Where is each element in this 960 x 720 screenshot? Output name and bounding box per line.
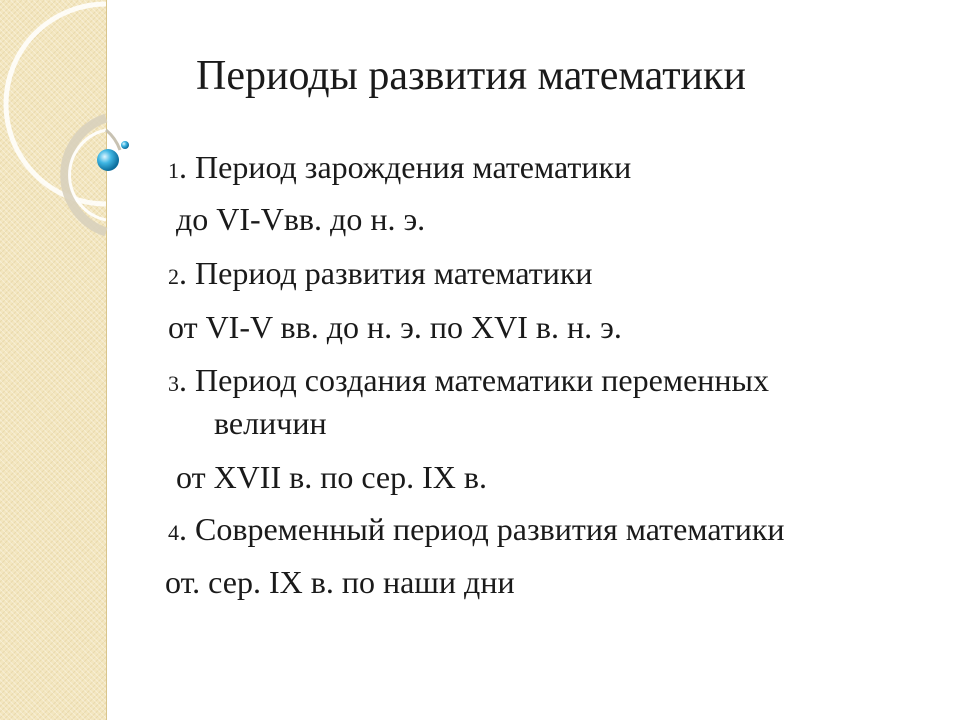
list-item-3-name: . Период создания математики переменных (179, 362, 770, 398)
decorative-rings (0, 0, 140, 320)
small-bead-icon (121, 141, 129, 149)
list-item-4-heading (168, 511, 784, 551)
list-item-2-number: 2 (168, 264, 179, 289)
list-item-2-period: от VI-V вв. до н. э. по XVI в. н. э. (168, 309, 622, 345)
list-item-3-heading (168, 362, 769, 402)
list-item-1-period: до VI-Vвв. до н. э. (176, 201, 426, 237)
list-item-3-number: 3 (168, 371, 179, 396)
list-item-2-name: . Период развития математики (179, 255, 593, 291)
list-item-3-period: от XVII в. по сер. IX в. (176, 459, 487, 495)
list-item-1-heading (168, 149, 631, 189)
list-item-4-period: от. сер. IX в. по наши дни (165, 564, 515, 600)
list-item-1-name: . Период зарождения математики (179, 149, 632, 185)
large-bead-icon (97, 149, 119, 171)
list-item-3-name-continued: величин (214, 405, 327, 441)
page-title: Периоды развития математики (196, 53, 746, 99)
list-item-4-name: . Современный период развития математики (179, 511, 785, 547)
outer-ring-arc (6, 4, 106, 204)
list-item-1-number: 1 (168, 158, 179, 183)
list-item-2-heading (168, 255, 592, 295)
list-item-4-number: 4 (168, 520, 179, 545)
right-ring-arc (106, 130, 120, 150)
